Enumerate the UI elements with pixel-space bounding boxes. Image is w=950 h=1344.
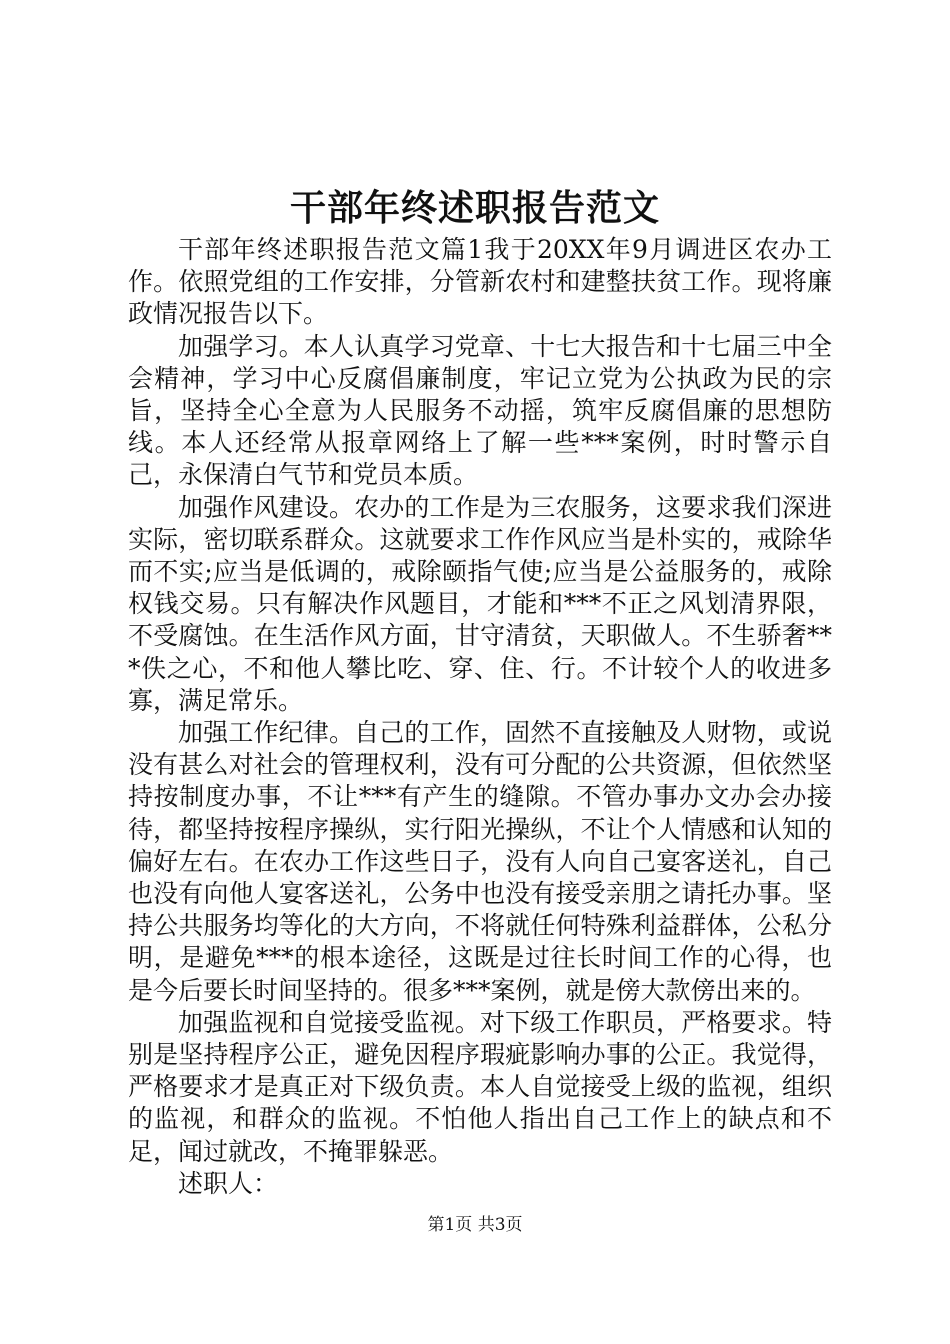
page-footer: 第1页 共3页	[427, 1215, 523, 1235]
paragraph-study: 加强学习。本人认真学习党章、十七大报告和十七届三中全会精神，学习中心反腐倡廉制度，牢记立党为公执政为民的宗旨，坚持全心全意为人民服务不动摇，筑牢反腐倡廉的思想防线。本人还经常从报章网络上了解一些***案例，时时警示自己，永保清白气节和党员本质。	[128, 331, 832, 490]
paragraph-supervision: 加强监视和自觉接受监视。对下级工作职员，严格要求。特别是坚持程序公正，避免因程序瑕疵影响办事的公正。我觉得，严格要求才是真正对下级负责。本人自觉接受上级的监视，组织的监视，和群众的监视。不怕他人指出自己工作上的缺点和不足，闻过就改，不掩罪躲恶。	[128, 1007, 832, 1166]
paragraph-discipline: 加强工作纪律。自己的工作，固然不直接触及人财物，或说没有甚么对社会的管理权利，没有可分配的公共资源，但依然坚持按制度办事，不让***有产生的缝隙。不管办事办文办会办接待，都坚持按程序操纵，实行阳光操纵，不让个人情感和认知的偏好左右。在农办工作这些日子，没有人向自己宴客送礼，自己也没有向他人宴客送礼，公务中也没有接受亲朋之请托办事。坚持公共服务均等化的大方向，不将就任何特殊利益群体，公私分明，是避免***的根本途径，这既是过往长时间工作的心得，也是今后要长时间坚持的。很多***案例，就是傍大款傍出来的。	[128, 718, 832, 1005]
paragraph-intro: 干部年终述职报告范文篇1我于20XX年9月调进区农办工作。依照党组的工作安排，分管新农村和建整扶贫工作。现将廉政情况报告以下。	[128, 235, 832, 329]
document-title: 干部年终述职报告范文	[289, 187, 660, 229]
document-body	[128, 234, 832, 1200]
paragraph-work-style: 加强作风建设。农办的工作是为三农服务，这要求我们深进实际，密切联系群众。这就要求工作作风应当是朴实的，戒除华而不实;应当是低调的，戒除颐指气使;应当是公益服务的，戒除权钱交易。只有解决作风题目，才能和***不正之风划清界限，不受腐蚀。在生活作风方面，甘守清贫，天职做人。不生骄奢***佚之心，不和他人攀比吃、穿、住、行。不计较个人的收进多寡，满足常乐。	[128, 492, 832, 715]
paragraph-signature: 述职人：	[178, 1168, 279, 1198]
